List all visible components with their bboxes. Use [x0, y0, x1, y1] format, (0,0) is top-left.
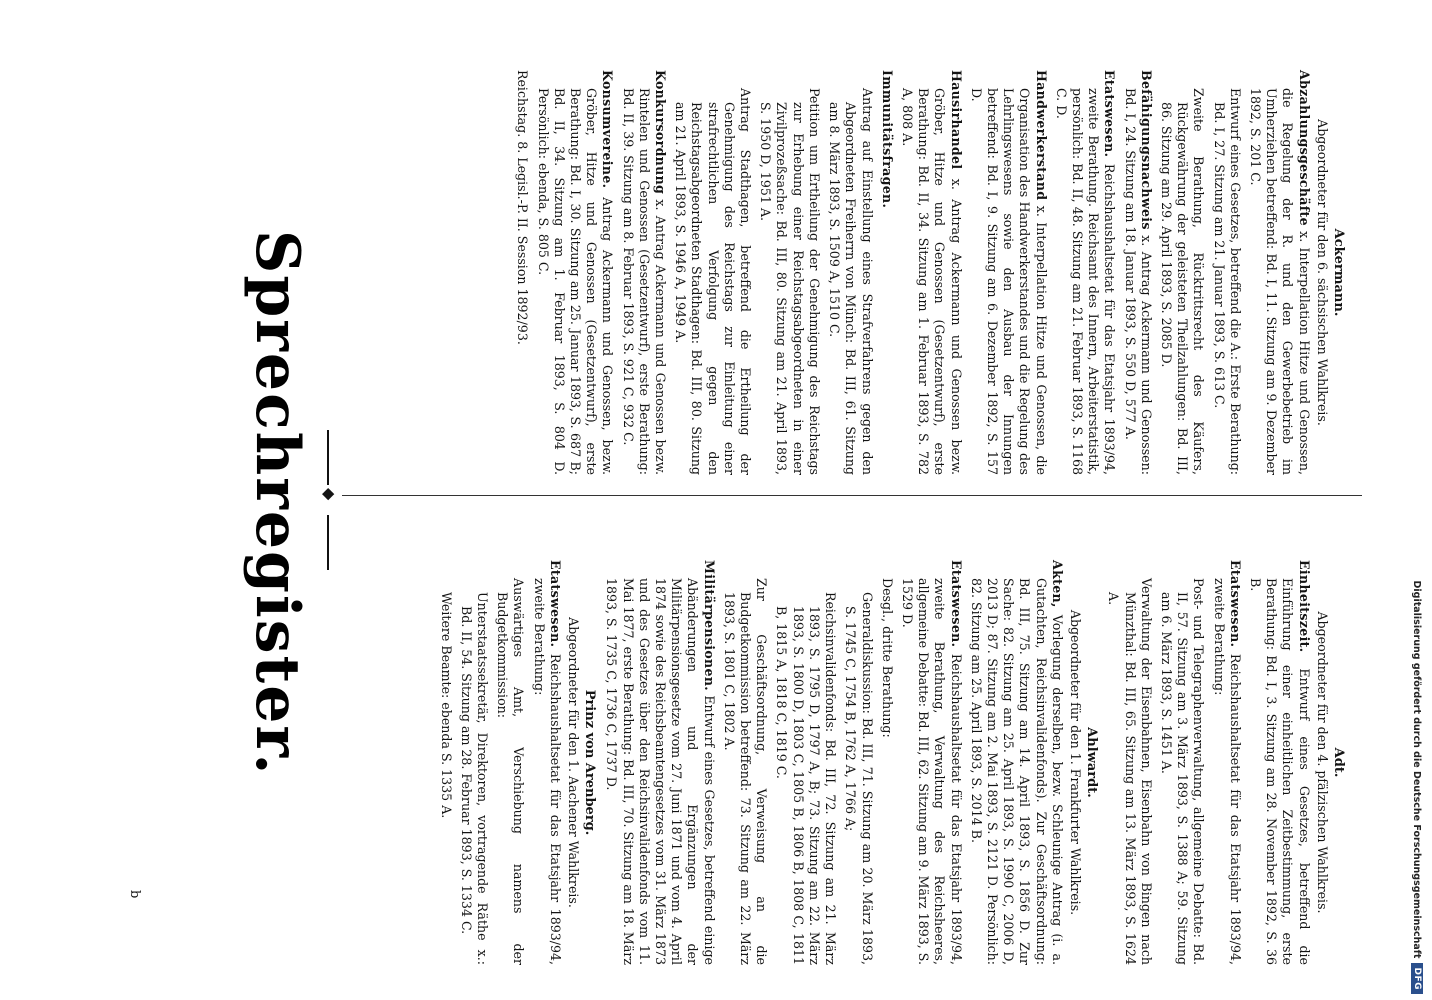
entry-heading: Etatswesen. — [948, 560, 964, 648]
sub-entry: Antrag auf Einstellung eines Strafverfahrens gegen den Abgeordneten Freiherrn von Münch: Bd. III, 61. Sitzung am 8. März 1893, S. 1509 A, 1510 C. — [827, 88, 875, 475]
entry-text: Entwurf eines Gesetzes, betreffend die Einführung einer einheitlichen Zeitbestimmung, erste Berathung: Bd. I, 3. Sitzung am 28. November 1892, S. 36 B. — [1247, 578, 1312, 965]
entry-heading: Einheitszeit. — [1296, 560, 1312, 653]
member-name: Prinz von Arenberg. — [582, 689, 598, 836]
sub-sub-entry: Unterstaatssekretär, Direktoren, vortragende Räthe x.: Bd. II, 54. Sitzung am 28. Februar 1893, S. 1334 C. — [458, 592, 491, 965]
sub-entry: Post- und Telegraphenverwaltung, allgemeine Debatte: Bd. II, 57. Sitzung am 3. März 1893, S. 1388 A; 59. Sitzung am 6. März 1893, S. 1451 A. — [1158, 578, 1207, 965]
index-entry — [1247, 70, 1312, 475]
entry-text: x. Antrag Ackermann und Genossen bezw. Gröber, Hitze und Genossen (Gesetzentwurf), erste Berathung: Bd. II, 34. Sitzung am 1. Februar 1893, S. 782 A, 808 A. — [899, 88, 964, 475]
digitization-footer — [1402, 0, 1432, 1000]
digitization-text: Digitalisierung gefördert durch die Deutsche Forschungsgemeinschaft — [1411, 580, 1423, 959]
index-entry — [1210, 560, 1242, 965]
entry-heading: Akten, — [1049, 560, 1065, 608]
entry-text: x. Antrag Ackermann und Genossen bezw. Rintelen und Genossen (Gesetzentwurf), erste Berathung: Bd. II, 39. Sitzung am 8. Februar 1893, S. 921 C, 932 C. — [620, 88, 669, 475]
index-entry — [968, 70, 1049, 475]
entry-heading: Etatswesen. — [1227, 560, 1243, 648]
title-rule — [327, 515, 329, 570]
sub-entry: Antrag Stadthagen, betreffend die Ertheilung der Genehmigung des Reichstags zur Einleitung einer strafrechtlichen Verfolgung gegen den Reichstagsabgeordneten Stadthagen: Bd. III, 80. Sitzung am 21. April 1893, S. 1946 A, 1949 A. — [673, 88, 754, 475]
member-name: Ahlwardt. — [1084, 727, 1100, 798]
ornament-icon: ◆ — [320, 488, 339, 501]
sub-sub-entry: Weitere Beamte: ebenda S. 1335 A. — [438, 592, 454, 819]
entry-text: Entwurf eines Gesetzes, betreffend einige Abänderungen und Ergänzungen der Militärpensionsgesetze vom 27. Juni 1871 und vom 4. April 1874 sowie des Reichsbeamtengesetzes vom 31. März 1873 und des Gesetzes über den Reichsinvalidenfonds vom 11. Mai 1877, erste Berathung: Bd. III, 70. Sitzung am 18. März 1893, S. 1735 C, 1736 C, 1737 D. — [604, 578, 717, 965]
title-rule — [327, 430, 329, 485]
index-entry — [1121, 70, 1153, 475]
sub-entry: Petition um Ertheilung der Genehmigung des Reichstags zur Erhebung einer Reichstagsabgeordneten in einer Zivilprozeßsache: Bd. III, 80. Sitzung am 21. April 1893, S. 1950 D, 1951 A. — [758, 88, 822, 475]
sub-sub-entry: Reichsinvalidenfonds: Bd. III, 72. Sitzung am 21. März 1893, S. 1795 D, 1797 A, B; 73. Sitzung am 22. März 1893, S. 1800 D, 1803 C, 1805 B, 1806 B, 1808 C, 1811 B, 1815 A, 1818 C, 1819 C. — [774, 592, 839, 965]
entry-text: x. Antrag Ackermann und Genossen: Bd. I, 24. Sitzung am 18. Januar 1893, S. 550 D, 577 A. — [1122, 88, 1154, 475]
entry-heading: Militärpensionen. — [701, 560, 717, 691]
entry-heading: Immunitätsfragen. — [879, 70, 895, 209]
index-entry — [879, 70, 895, 475]
publication-note: Reichstag. 8. Legisl.-P. II. Session 1892/93. — [515, 70, 531, 345]
index-entry — [534, 70, 615, 475]
sub-sub-entry: Generaldiskussion: Bd. III, 71. Sitzung am 20. März 1893, S. 1745 C, 1754 B, 1762 A, 1766 A; — [843, 592, 875, 965]
member-name: Adt. — [1331, 747, 1346, 778]
dfg-logo: DFG — [1411, 963, 1423, 994]
page-title: Sprechregister. — [242, 230, 312, 777]
constituency: Abgeordneter für den 6. sächsischen Wahlkreis. — [1314, 119, 1330, 426]
index-entry — [530, 560, 562, 965]
entry-heading: Hausirhandel — [948, 70, 964, 170]
entry-heading: Konsumvereine. — [600, 70, 616, 189]
entry-heading: Abzahlungsgeschäfte — [1296, 70, 1312, 226]
entry-text: Reichshaushaltsetat für das Etatsjahr 1893/94, zweite Berathung: — [531, 578, 563, 965]
entry-text: Antrag Ackermann und Genossen, bezw. Gröber, Hitze und Genossen (Gesetzentwurf), erste Berathung: Bd. I, 30. Sitzung am 25. Januar 1893, S. 687 B; Bd. II, 34. Sitzung am 1. Februar 1893, S. 804 D. Persönlich: ebenda, S. 805 C. — [535, 88, 616, 475]
member-name: Ackermann. — [1331, 228, 1346, 317]
entry-text: x. Interpellation Hitze und Genossen, die Organisation des Handwerkerstandes und die Regelung des Lehrlingswesens sowie den Ausbau der Innungen betreffend: Bd. I, 9. Sitzung am 6. Dezember 1892, S. 157 D. — [968, 88, 1049, 475]
index-entry — [1053, 70, 1118, 475]
entry-heading: Etatswesen. — [547, 560, 563, 648]
signature-mark: b — [127, 890, 142, 899]
entry-heading: Befähigungsnachweis — [1138, 70, 1154, 230]
left-column — [510, 70, 1352, 475]
sub-entry: Desgl., dritte Berathung: — [879, 578, 895, 738]
entry-text: Reichshaushaltsetat für das Etatsjahr 1893/94, zweite Berathung, Verwaltung des Reichsheeres, allgemeine Debatte: Bd. III, 62. Sitzung am 9. März 1893, S. 1529 D. — [899, 578, 964, 965]
entry-heading: Handwerkerstand — [1033, 70, 1049, 201]
index-entry — [603, 560, 716, 965]
index-entry — [899, 70, 964, 475]
entry-heading: Konkursordnung — [653, 70, 669, 195]
index-entry — [619, 70, 668, 475]
entry-text: Vorlegung derselben, bezw. Schleunige Antrag (i. a. Gutachten, Reichsinvalidenfonds). Zur Geschäftsordnung: Bd. III, 75. Sitzung am 14. April 1893, S. 1856 D. Zur Sache: 82. Sitzung am 25. April 1893, S. 1990 C, 2006 D, 2013 D; 87. Sitzung am 2. Mai 1893, S. 2121 D. Persönlich: 82. Sitzung am 25. April 1893, S. 2014 B. — [968, 578, 1065, 965]
sub-entry: Verwaltung der Eisenbahnen, Eisenbahn von Bingen nach Münzthal: Bd. III, 65. Sitzung am 13. März 1893, S. 1624 A. — [1106, 578, 1154, 965]
index-entry — [899, 560, 964, 965]
constituency: Abgeordneter für den 4. pfälzischen Wahlkreis. — [1314, 611, 1330, 914]
entry-heading: Etatswesen. — [1102, 70, 1118, 158]
column-divider — [342, 495, 1362, 496]
sub-entry: Zweite Berathung, Rücktrittsrecht des Käufers, Rückgewährung der geleisteten Theilzahlungen: Bd. III, 86. Sitzung am 29. April 1893, S. 2085 D. — [1158, 88, 1207, 475]
index-entry — [968, 560, 1065, 965]
index-entry — [1247, 560, 1312, 965]
right-column — [433, 560, 1352, 965]
sub-entry: Entwurf eines Gesetzes, betreffend die A.: Erste Berathung: Bd. I, 27. Sitzung am 21. Januar 1893, S. 613 C. — [1211, 88, 1243, 475]
entry-text: Reichshaushaltsetat für das Etatsjahr 1893/94, zweite Berathung: — [1211, 578, 1243, 965]
sub-entry: Zur Geschäftsordnung, Verweisung an die Budgetkommission betreffend: 73. Sitzung am 22. März 1893, S. 1801 C, 1802 A. — [721, 578, 770, 965]
constituency: Abgeordneter für den 1. Aachener Wahlkreis. — [566, 617, 582, 908]
constituency: Abgeordneter für den 1. Frankfurter Wahlkreis. — [1067, 609, 1083, 916]
sub-entry: Auswärtiges Amt, Verschiebung namens der Budgetkommission: — [495, 578, 527, 965]
entry-text: x. Interpellation Hitze und Genossen, die Regelung der R. und den Gewerbebetrieb im Umherziehen betreffend: Bd. I, 11. Sitzung am 9. Dezember 1892, S. 201 C. — [1247, 88, 1312, 475]
entry-text: Reichshaushaltsetat für das Etatsjahr 1893/94, zweite Berathung. Reichsamt des Innern, Arbeiterstatistik, persönlich: Bd. II, 48. Sitzung am 21. Februar 1893, S. 1168 C. D. — [1053, 88, 1118, 475]
